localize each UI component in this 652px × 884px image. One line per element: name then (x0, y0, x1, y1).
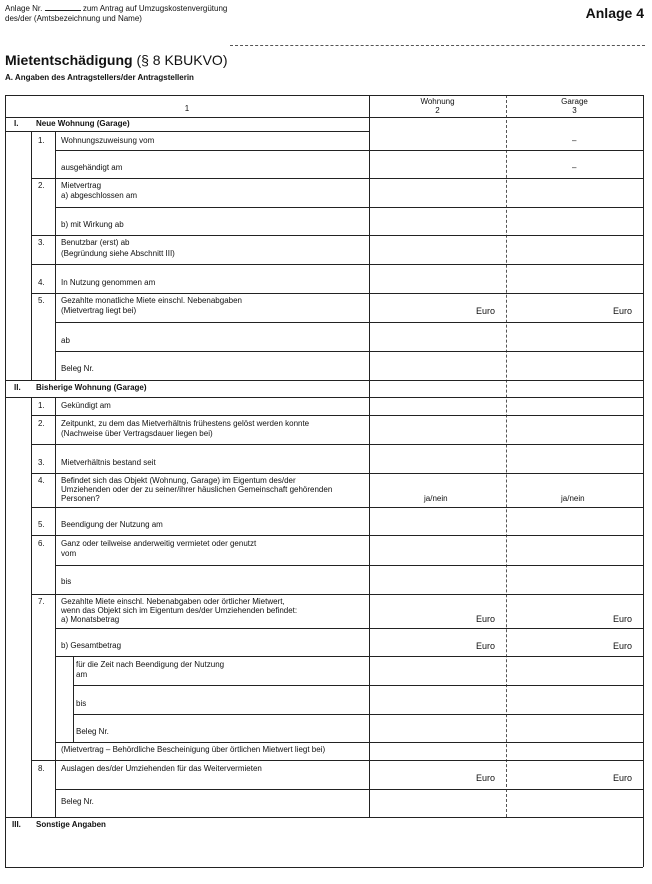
vom-label: vom (61, 549, 77, 558)
wohnung-input-column-ii[interactable] (370, 398, 505, 816)
monatsbetrag-label: a) Monatsbetrag (61, 615, 120, 624)
wohnungszuweisung-label: Wohnungszuweisung vom (61, 136, 155, 145)
mietvertrag-label: Mietvertrag (61, 181, 102, 190)
hline (5, 380, 643, 381)
anlage-nr-field[interactable] (45, 3, 81, 11)
mietverhaeltnis-label: Mietverhältnis bestand seit (61, 458, 156, 467)
auslagen-label: Auslagen des/der Umziehenden für das Weitervermieten (61, 764, 262, 773)
mit-wirkung-label: b) mit Wirkung ab (61, 220, 124, 229)
eigentum-label-1: Befindet sich das Objekt (Wohnung, Garage) im Eigentum des/der (61, 476, 296, 485)
row-ii-3-num: 3. (38, 458, 45, 467)
begruendung-label: (Begründung siehe Abschnitt III) (61, 249, 175, 258)
zeitpunkt-label: Zeitpunkt, zu dem das Mietverhältnis frühestens gelöst werden konnte (61, 419, 310, 428)
header-line2: des/der (Amtsbezeichnung und Name) (5, 14, 142, 23)
num-col-border-1 (31, 131, 32, 380)
page-title (5, 52, 227, 68)
col-wohnung-header: Wohnung (420, 97, 455, 106)
antrag-label: zum Antrag auf Umzugskostenvergütung (82, 4, 228, 13)
row-ii-6-num: 6. (38, 539, 45, 548)
row-ii-4-num: 4. (38, 476, 45, 485)
row-i-3-num: 3. (38, 238, 45, 247)
wohnung-input-column-i[interactable] (370, 132, 505, 378)
gezahlte-miete-ii-label: Gezahlte Miete einschl. Nebenabgaben oder örtlicher Mietwert, (61, 597, 285, 606)
section-a-title: A. Angaben des Antragstellers/der Antragstellerin (5, 73, 194, 82)
row-i-5-num: 5. (38, 296, 45, 305)
col1-number: 1 (184, 104, 190, 113)
header-line1 (5, 3, 227, 14)
row-ii-1-num: 1. (38, 401, 45, 410)
title-law: (§ 8 KBUKVO) (136, 52, 228, 68)
anlage-nr-label: Anlage Nr. (5, 4, 43, 13)
bis-label-6: bis (61, 577, 72, 586)
euro-garage-ii8: Euro (612, 773, 632, 783)
am-label: am (76, 670, 88, 679)
garage-dash-2: – (572, 163, 577, 172)
section-ii-label: II. (14, 383, 21, 392)
sonstige-angaben-field[interactable] (8, 833, 640, 865)
gezahlte-miete-label: Gezahlte monatliche Miete einschl. Nebenabgaben (61, 296, 243, 305)
ab-label: ab (61, 336, 70, 345)
euro-wohnung-i5: Euro (475, 306, 495, 316)
section-iii-label: III. (12, 820, 21, 829)
hline (5, 867, 643, 868)
wenn-eigentum-label: wenn das Objekt sich im Eigentum des/der Umziehenden befindet: (61, 606, 298, 615)
euro-wohnung-ii8: Euro (475, 773, 495, 783)
eigentum-label-3: Personen? (61, 494, 100, 503)
garage-input-column-ii[interactable] (507, 398, 642, 816)
col-garage-header: Garage (561, 97, 588, 106)
title-main: Mietentschädigung (5, 52, 133, 68)
janein-wohnung[interactable]: ja/nein (424, 494, 448, 503)
garage-dash-1: – (572, 136, 577, 145)
anlage-label: Anlage 4 (585, 5, 644, 21)
behoerdliche-bescheinigung-label: (Mietvertrag – Behördliche Bescheinigung über örtlichen Mietwert liegt bei) (61, 745, 326, 754)
abgeschlossen-label: a) abgeschlossen am (61, 191, 138, 200)
gekuendigt-label: Gekündigt am (61, 401, 111, 410)
col-garage-number: 3 (572, 106, 577, 115)
section-i-label: I. (14, 119, 19, 128)
hline (5, 117, 643, 118)
ausgehaendigt-label: ausgehändigt am (61, 163, 123, 172)
mietvertrag-liegt-bei-label: (Mietvertrag liegt bei) (61, 306, 137, 315)
euro-garage-ii7a: Euro (612, 614, 632, 624)
euro-garage-ii7b: Euro (612, 641, 632, 651)
col-wohnung-number: 2 (435, 106, 440, 115)
hline (5, 131, 369, 132)
num-col-border-4 (55, 397, 56, 817)
section-ii-title: Bisherige Wohnung (Garage) (36, 383, 147, 392)
row-ii-5-num: 5. (38, 520, 45, 529)
benutzbar-label: Benutzbar (erst) ab (61, 238, 130, 247)
zeit-nach-beendigung-label: für die Zeit nach Beendigung der Nutzung (76, 660, 225, 669)
gesamtbetrag-label: b) Gesamtbetrag (61, 641, 122, 650)
anderweitig-label: Ganz oder teilweise anderweitig vermietet oder genutzt (61, 539, 257, 548)
row-ii-7-num: 7. (38, 597, 45, 606)
beleg-nr-label-ii7: Beleg Nr. (76, 727, 109, 736)
header-divider (230, 45, 645, 46)
table-left-border (5, 95, 6, 867)
eigentum-label-2: Umziehenden oder der zu seiner/ihrer häuslichen Gemeinschaft gehörenden (61, 485, 333, 494)
janein-garage[interactable]: ja/nein (561, 494, 585, 503)
row-ii-2-num: 2. (38, 419, 45, 428)
beendigung-label: Beendigung der Nutzung am (61, 520, 163, 529)
euro-garage-i5: Euro (612, 306, 632, 316)
table-right-border (643, 95, 644, 867)
num-col-border-2 (55, 131, 56, 380)
bis-label-7: bis (76, 699, 87, 708)
row-i-4-num: 4. (38, 278, 45, 287)
hline (55, 150, 643, 151)
row-i-2-num: 2. (38, 181, 45, 190)
section-i-title: Neue Wohnung (Garage) (36, 119, 130, 128)
num-col-border-3 (31, 397, 32, 817)
garage-input-column-i[interactable] (507, 179, 642, 378)
row-ii-8-num: 8. (38, 764, 45, 773)
sub-col-border (73, 656, 74, 742)
hline (5, 95, 643, 96)
in-nutzung-label: In Nutzung genommen am (61, 278, 156, 287)
euro-wohnung-ii7b: Euro (475, 641, 495, 651)
euro-wohnung-ii7a: Euro (475, 614, 495, 624)
nachweise-label: (Nachweise über Vertragsdauer liegen bei) (61, 429, 213, 438)
row-i-1-num: 1. (38, 136, 45, 145)
hline (5, 817, 643, 818)
beleg-nr-label-ii8: Beleg Nr. (61, 797, 94, 806)
section-iii-title: Sonstige Angaben (36, 820, 106, 829)
beleg-nr-label-i5: Beleg Nr. (61, 364, 94, 373)
